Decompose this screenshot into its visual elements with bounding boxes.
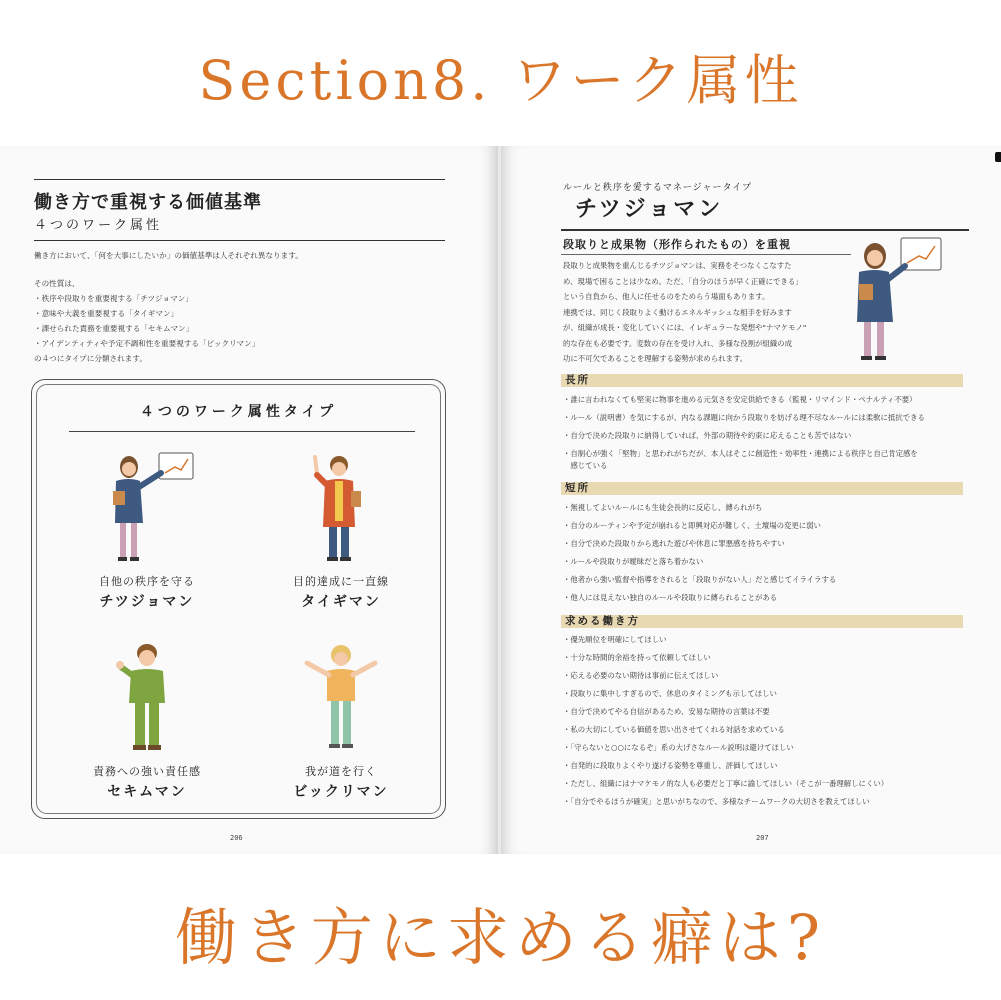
strength-item: ・ルール（説明書）を気にするが、内なる課題に向かう段取りを妨げる理不尽なルールには柔軟に抵抗できる [563, 413, 925, 422]
type-name: セキムマン [107, 784, 187, 800]
left-page [0, 146, 498, 854]
type-name: チツジョマン [99, 594, 195, 610]
desired-header: 求める働き方 [561, 615, 963, 628]
nature-line: ・アイデンティティや予定不調和性を重要視する「ビックリマン」 [34, 339, 260, 348]
body-line: め、現場で困ることは少なめ。ただ、「自分のほうが早く正確にできる」 [563, 276, 803, 286]
body-line: 連携では、同じく段取りよく動けるエネルギッシュな相手を好みます [563, 307, 792, 317]
type-card-chitsujoman [57, 451, 237, 611]
type-card-sekimuman [57, 641, 237, 801]
desired-item: ・段取りに集中しすぎるので、休息のタイミングも示してほしい [563, 689, 777, 698]
desired-item: ・十分な時間的余裕を持って依頼してほしい [563, 653, 711, 662]
chitsujoman-illustration [849, 236, 959, 366]
title-bottom-rule [34, 240, 445, 241]
desired-item: ・私の大切にしている価値を思い出させてくれる対話を求めている [563, 725, 785, 734]
strength-item: ・誰に言われなくても堅実に物事を進める元気さを安定供給できる（監視・リマインド・ペナルティ不要） [563, 395, 917, 404]
title-rule [561, 229, 969, 231]
desired-item: ・応える必要のない期待は事前に伝えてほしい [563, 671, 719, 680]
desired-item: ・自分で決めてやる自信があるため、安易な期待の言葉は不要 [563, 707, 770, 716]
body-line: 的な存在も必要です。変数の存在を受け入れ、多様な役割が組織の成 [563, 338, 792, 348]
page-number-left: 206 [230, 834, 243, 842]
types-frame [31, 379, 446, 819]
type-name: ビックリマン [293, 784, 389, 800]
desired-item: ・自発的に段取りよくやり遂げる姿勢を尊重し、評価してほしい [563, 761, 778, 770]
strengths-header: 長所 [561, 374, 963, 387]
weakness-item: ・ルールや段取りが曖昧だと落ち着かない [563, 557, 704, 566]
chitsujoman-illustration [87, 451, 207, 567]
type-card-taigiman [251, 451, 431, 611]
section-headline: Section8. ワーク属性 [198, 49, 803, 112]
desired-item: ・「自分でやるほうが確実」と思いがちなので、多様なチームワークの大切さを教えてほしい [563, 797, 870, 806]
sekimuman-illustration [87, 641, 207, 757]
strength-item: 感じている [563, 461, 608, 470]
nature-line: ・秩序や段取りを重要視する「チツジョマン」 [34, 294, 193, 303]
page-number-right: 207 [756, 834, 769, 842]
desired-item: ・ただし、組織にはナマケモノ的な人も必要だと丁寧に諭してほしい（そこが一番理解しにくい） [563, 779, 889, 788]
type-desc: 目的達成に一直線 [293, 575, 389, 588]
nature-list [34, 276, 259, 366]
weakness-item: ・他人には見えない独自のルールや段取りに縛られることがある [563, 593, 778, 602]
section-heading: 段取りと成果物（形作られたもの）を重視 [563, 238, 791, 251]
type-name: タイギマン [301, 594, 381, 610]
question-headline: 働き方に求める癖は? [174, 901, 827, 974]
type-desc: 我が道を行く [305, 765, 377, 778]
left-page-subtitle: ４つのワーク属性 [34, 218, 163, 233]
body-line: という自負から、他人に任せるのをためらう場面もあります。 [563, 292, 770, 301]
corner-tab [995, 152, 1001, 162]
title-top-rule [34, 179, 445, 180]
nature-line: ・課せられた責務を重要視する「セキムマン」 [34, 324, 194, 333]
intro-text: 働き方において、「何を大事にしたいか」の価値基準は人それぞれ異なります。 [34, 251, 303, 260]
strength-item: ・自制心が強く「堅物」と思われがちだが、本人はそこに創造性・効率性・連携による秩序と自己肯定感を [563, 449, 918, 458]
description-body [563, 258, 806, 367]
taigiman-illustration [281, 451, 401, 567]
weakness-item: ・自分で決めた段取りから逃れた遊びや休息に罪悪感を持ちやすい [563, 539, 785, 548]
type-title: チツジョマン [575, 197, 724, 222]
frame-title: ４つのワーク属性タイプ [139, 404, 338, 420]
body-line: 功に不可欠であることを理解する姿勢が求められます。 [563, 354, 748, 363]
nature-line: その性質は、 [34, 279, 80, 288]
nature-line: ・意味や大義を重要視する「タイギマン」 [34, 309, 179, 318]
nature-line: の４つにタイプに分類されます。 [34, 354, 147, 363]
desired-item: ・優先順位を明確にしてほしい [563, 635, 667, 644]
heading-rule [561, 254, 851, 255]
body-line: 段取りと成果物を重んじるチツジョマンは、実務をそつなくこなすた [563, 261, 792, 270]
type-card-bikkuriman [251, 641, 431, 801]
book-spread [0, 146, 1001, 854]
weaknesses-header: 短所 [561, 482, 963, 495]
frame-rule [69, 431, 415, 432]
left-page-title: 働き方で重視する価値基準 [34, 192, 262, 213]
desired-item: ・「守らないと○○になるぞ」系の大げさなルール説明は避けてほしい [563, 743, 794, 752]
weakness-item: ・無視してよいルールにも生徒会長的に反応し、縛られがち [563, 503, 763, 512]
body-line: が、組織が成長・変化していくには、イレギュラーな発想や"ナマケモノ" [563, 323, 807, 332]
weakness-item: ・自分のルーティンや予定が崩れると即興対応が難しく、土壇場の変更に弱い [563, 521, 821, 530]
type-kicker: ルールと秩序を愛するマネージャータイプ [563, 183, 753, 193]
type-desc: 自他の秩序を守る [99, 575, 195, 588]
type-desc: 責務への強い責任感 [93, 765, 201, 778]
right-page [501, 146, 1001, 854]
weakness-item: ・他者から強い監督や指導をされると「段取りがない人」だと感じてイライラする [563, 575, 837, 584]
strength-item: ・自分で決めた段取りに納得していれば、外部の期待や約束に応えることも苦ではない [563, 431, 852, 440]
bikkuriman-illustration [281, 641, 401, 757]
